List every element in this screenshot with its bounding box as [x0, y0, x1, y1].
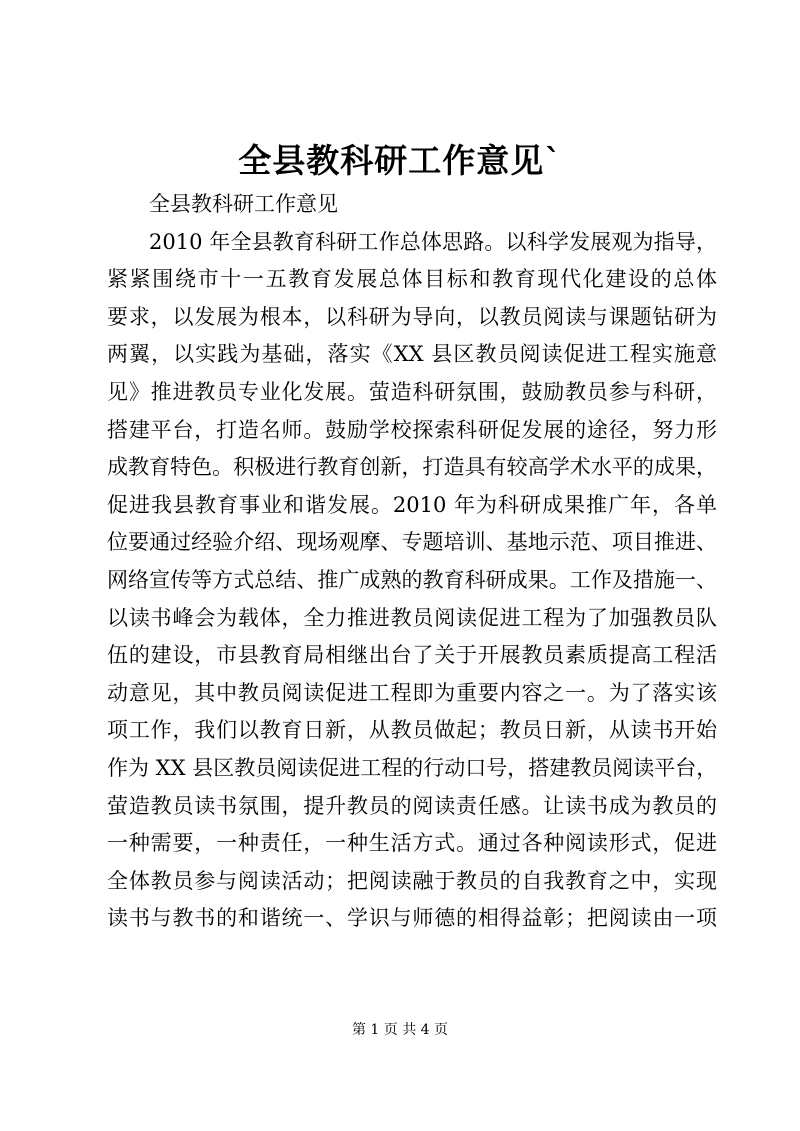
paragraph-line: 项工作，我们以教育日新，从教员做起；教员日新，从读书开始 [107, 718, 717, 743]
document-body [107, 186, 717, 938]
paragraph-line: 两翼，以实践为基础，落实《XX 县区教员阅读促进工程实施意 [107, 342, 717, 367]
document-subtitle: 全县教科研工作意见 [149, 192, 338, 216]
document-title: 全县教科研工作意见` [238, 141, 562, 180]
paragraph-line: 以读书峰会为载体，全力推进教员阅读促进工程为了加强教员队 [107, 605, 717, 630]
paragraph-line: 促进我县教育事业和谐发展。2010 年为科研成果推广年，各单 [107, 492, 717, 517]
paragraph-line: 紧紧围绕市十一五教育发展总体目标和教育现代化建设的总体 [107, 267, 717, 292]
paragraph-line: 要求，以发展为根本，以科研为导向，以教员阅读与课题钻研为 [107, 304, 717, 329]
paragraph-line: 见》推进教员专业化发展。萤造科研氛围，鼓励教员参与科研， [107, 379, 717, 404]
paragraph-line: 动意见，其中教员阅读促进工程即为重要内容之一。为了落实该 [107, 680, 717, 705]
paragraph-line: 全体教员参与阅读活动；把阅读融于教员的自我教育之中，实现 [107, 868, 717, 893]
paragraph-line: 位要通过经验介绍、现场观摩、专题培训、基地示范、项目推进、 [107, 530, 717, 555]
paragraph-line: 伍的建设，市县教育局相继出台了关于开展教员素质提高工程活 [107, 643, 717, 668]
paragraph-line: 读书与教书的和谐统一、学识与师德的相得益彰；把阅读由一项 [107, 906, 717, 931]
paragraph-line: 成教育特色。积极进行教育创新，打造具有较高学术水平的成果， [107, 455, 717, 480]
page-footer: 第 1 页 共 4 页 [351, 1022, 449, 1038]
paragraph-line: 网络宣传等方式总结、推广成熟的教育科研成果。工作及措施一、 [107, 567, 717, 592]
paragraph-line: 作为 XX 县区教员阅读促进工程的行动口号，搭建教员阅读平台， [107, 755, 718, 780]
paragraph-line: 一种需要，一种责任，一种生活方式。通过各种阅读形式，促进 [107, 831, 717, 856]
paragraph-line: 搭建平台，打造名师。鼓励学校探索科研促发展的途径，努力形 [107, 417, 717, 442]
paragraph-line: 萤造教员读书氛围，提升教员的阅读责任感。让读书成为教员的 [107, 793, 717, 818]
paragraph-line: 2010 年全县教育科研工作总体思路。以科学发展观为指导， [149, 229, 717, 254]
